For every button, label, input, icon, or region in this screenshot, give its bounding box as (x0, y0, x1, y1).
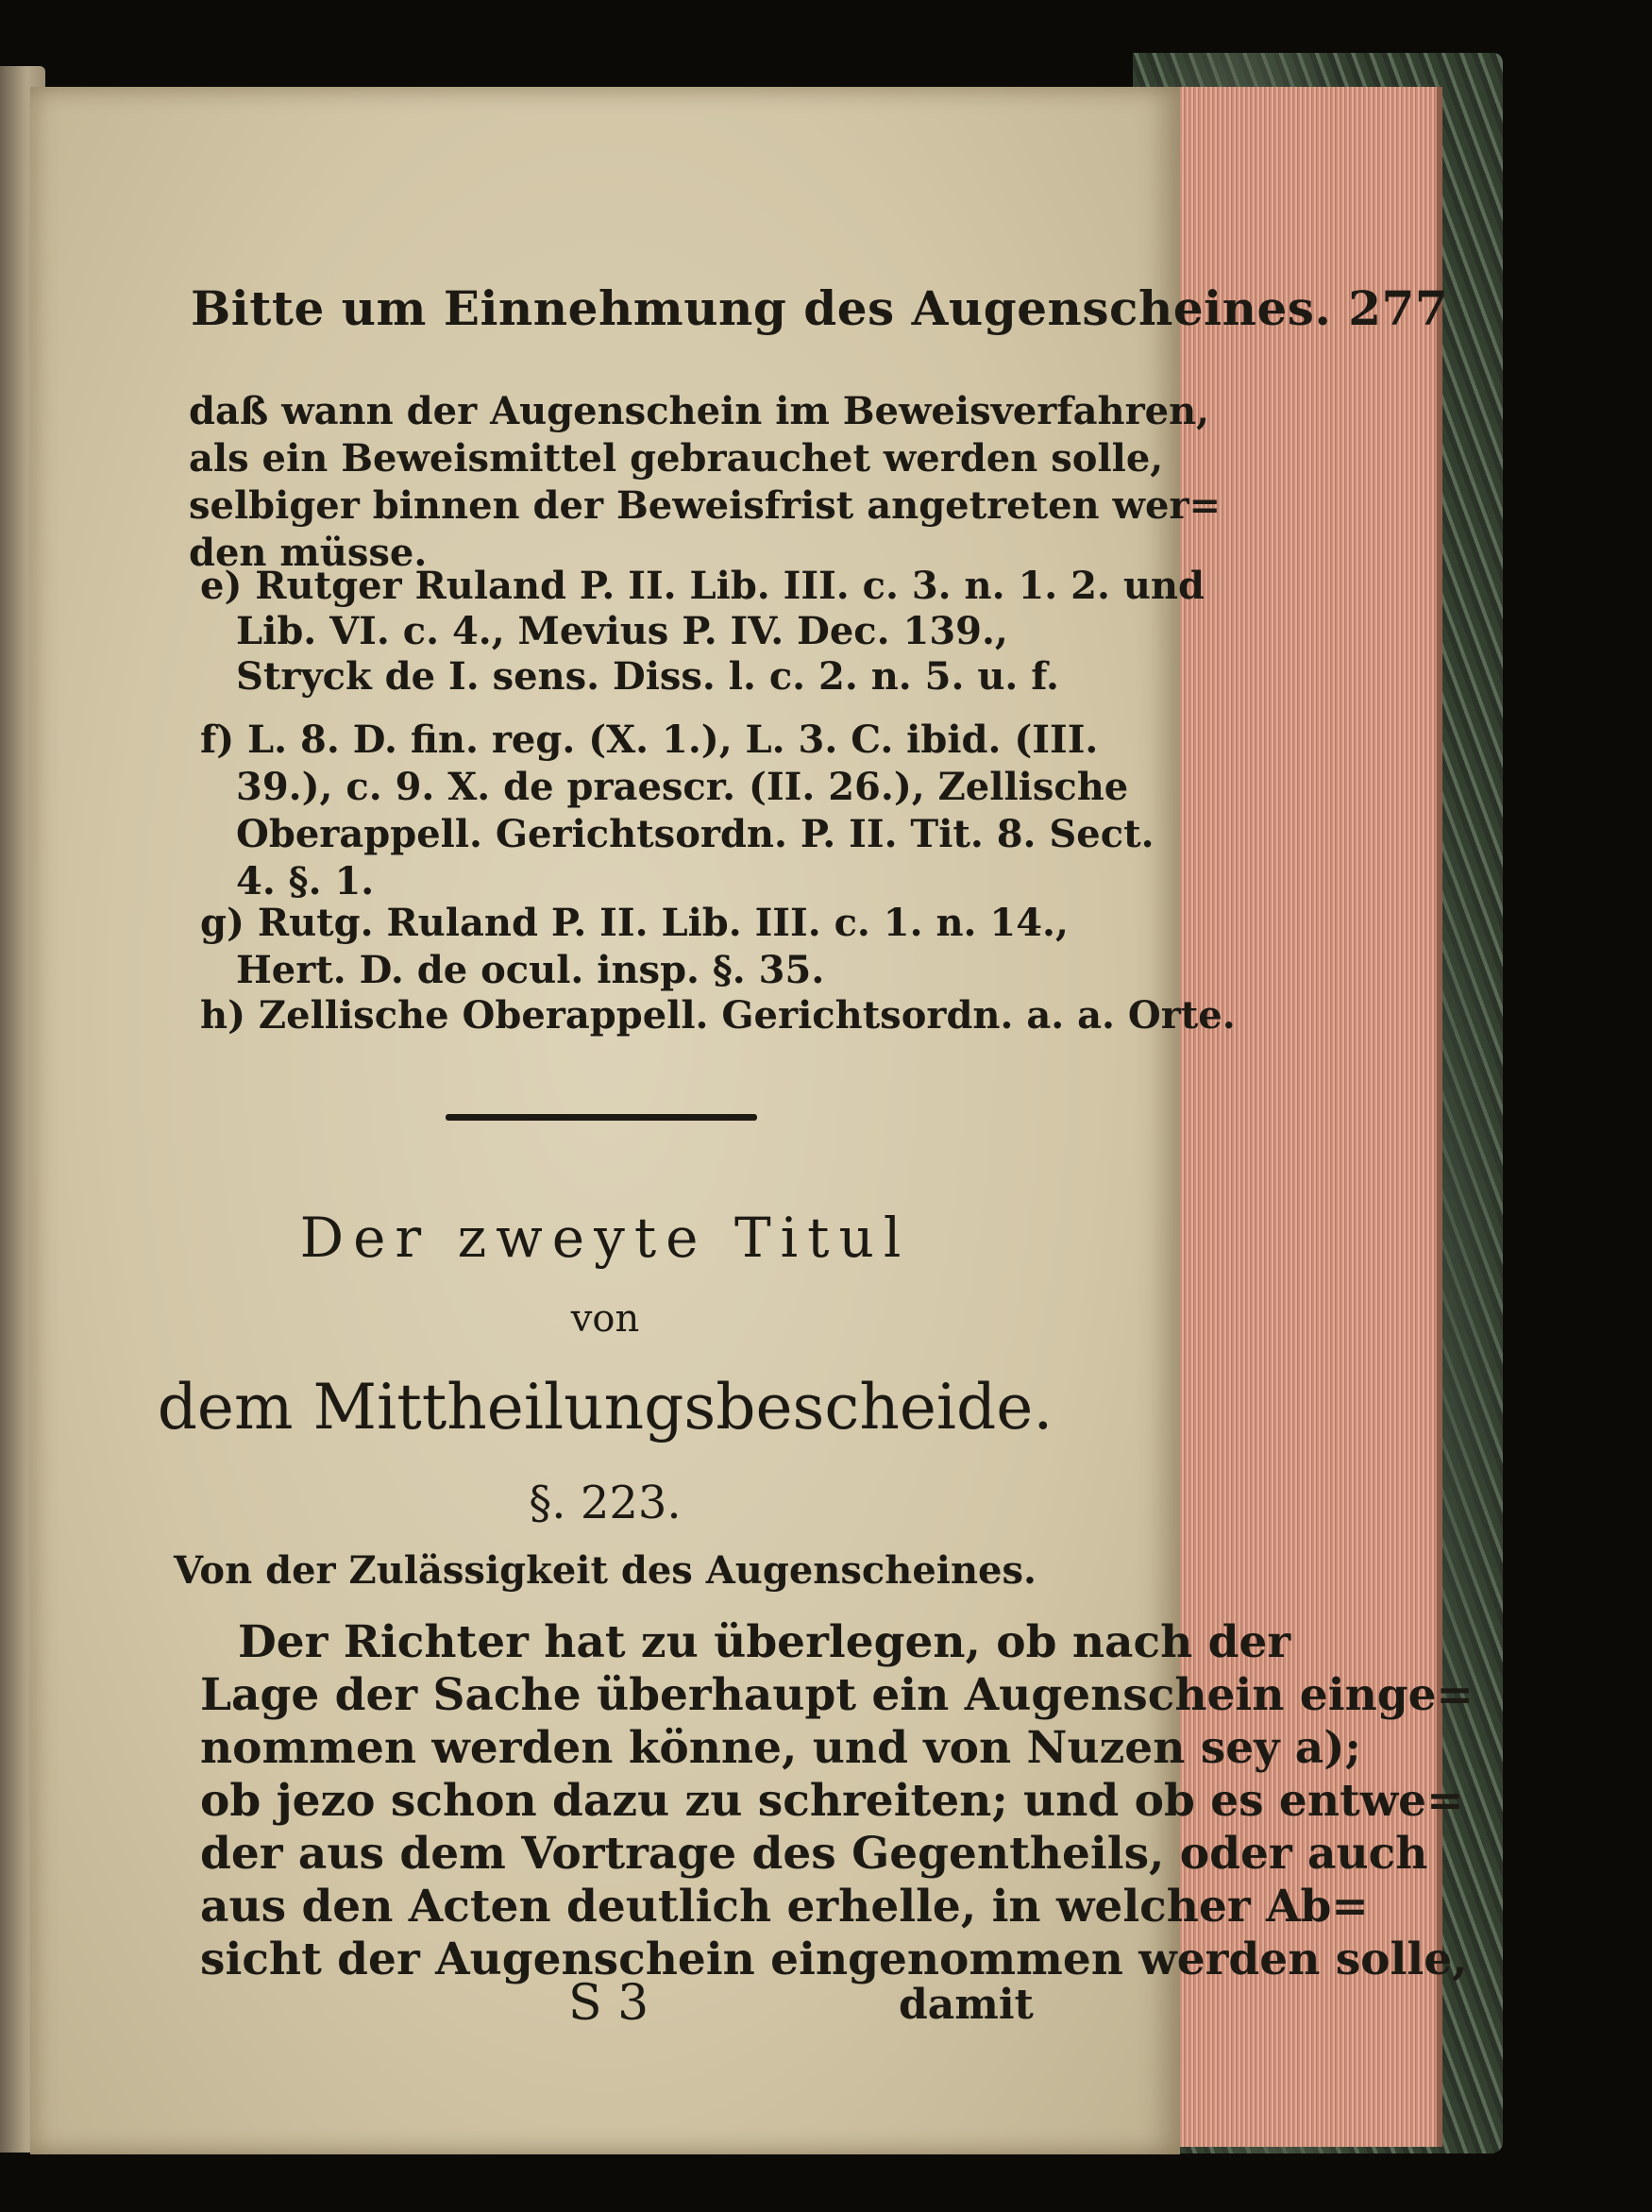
body-line: Lage der Sache überhaupt ein Augenschein einge= (200, 1669, 1474, 1721)
footnote-line: Oberappell. Gerichtsordn. P. II. Tit. 8. Sect. (236, 812, 1155, 856)
book-page (30, 87, 1474, 2154)
intro-line: daß wann der Augenschein im Beweisverfahren, (189, 389, 1210, 433)
footnote-line: 39.), c. 9. X. de praescr. (II. 26.), Zellische (236, 765, 1129, 809)
body-line: ob jezo schon dazu zu schreiten; und ob es entwe= (200, 1775, 1464, 1827)
intro-line: selbiger binnen der Beweisfrist angetreten wer= (189, 483, 1222, 528)
footnote-line: Lib. VI. c. 4., Mevius P. IV. Dec. 139., (236, 609, 1008, 653)
title-subject: dem Mittheilungsbescheide. (157, 1371, 1054, 1444)
footnote-line: h) Zellische Oberappell. Gerichtsordn. a. a. Orte. (200, 993, 1236, 1038)
body-line: sicht der Augenschein eingenommen werden solle, (200, 1933, 1468, 1985)
body-line: der aus dem Vortrage des Gegentheils, oder auch (200, 1828, 1428, 1880)
section-subhead: Von der Zulässigkeit des Augenscheines. (174, 1548, 1037, 1593)
footnote-line: e) Rutger Ruland P. II. Lib. III. c. 3. n. 1. 2. und (200, 564, 1205, 608)
body-line: aus den Acten deutlich erhelle, in welcher Ab= (200, 1881, 1369, 1933)
running-head: Bitte um Einnehmung des Augenscheines. 277 (191, 280, 1449, 336)
intro-line: den müsse. (189, 531, 428, 575)
title-heading: Der zweyte Titul (299, 1206, 911, 1270)
signature-mark: S 3 (568, 1975, 649, 2032)
section-divider-rule (446, 1114, 757, 1121)
catchword: damit (899, 1981, 1034, 2029)
footnote-line: Stryck de I. sens. Diss. l. c. 2. n. 5. u. f. (236, 654, 1059, 699)
section-number: §. 223. (529, 1477, 682, 1529)
title-connector: von (570, 1297, 640, 1341)
footnote-line: 4. §. 1. (236, 859, 375, 903)
footnote-line: Hert. D. de ocul. insp. §. 35. (236, 948, 825, 992)
body-line: nommen werden könne, und von Nuzen sey a); (200, 1722, 1361, 1774)
intro-line: als ein Beweismittel gebrauchet werden solle, (189, 436, 1164, 481)
footnote-line: g) Rutg. Ruland P. II. Lib. III. c. 1. n. 14., (200, 901, 1069, 945)
footnote-line: f) L. 8. D. fin. reg. (X. 1.), L. 3. C. ibid. (III. (200, 718, 1099, 762)
body-line: Der Richter hat zu überlegen, ob nach der (238, 1616, 1291, 1668)
